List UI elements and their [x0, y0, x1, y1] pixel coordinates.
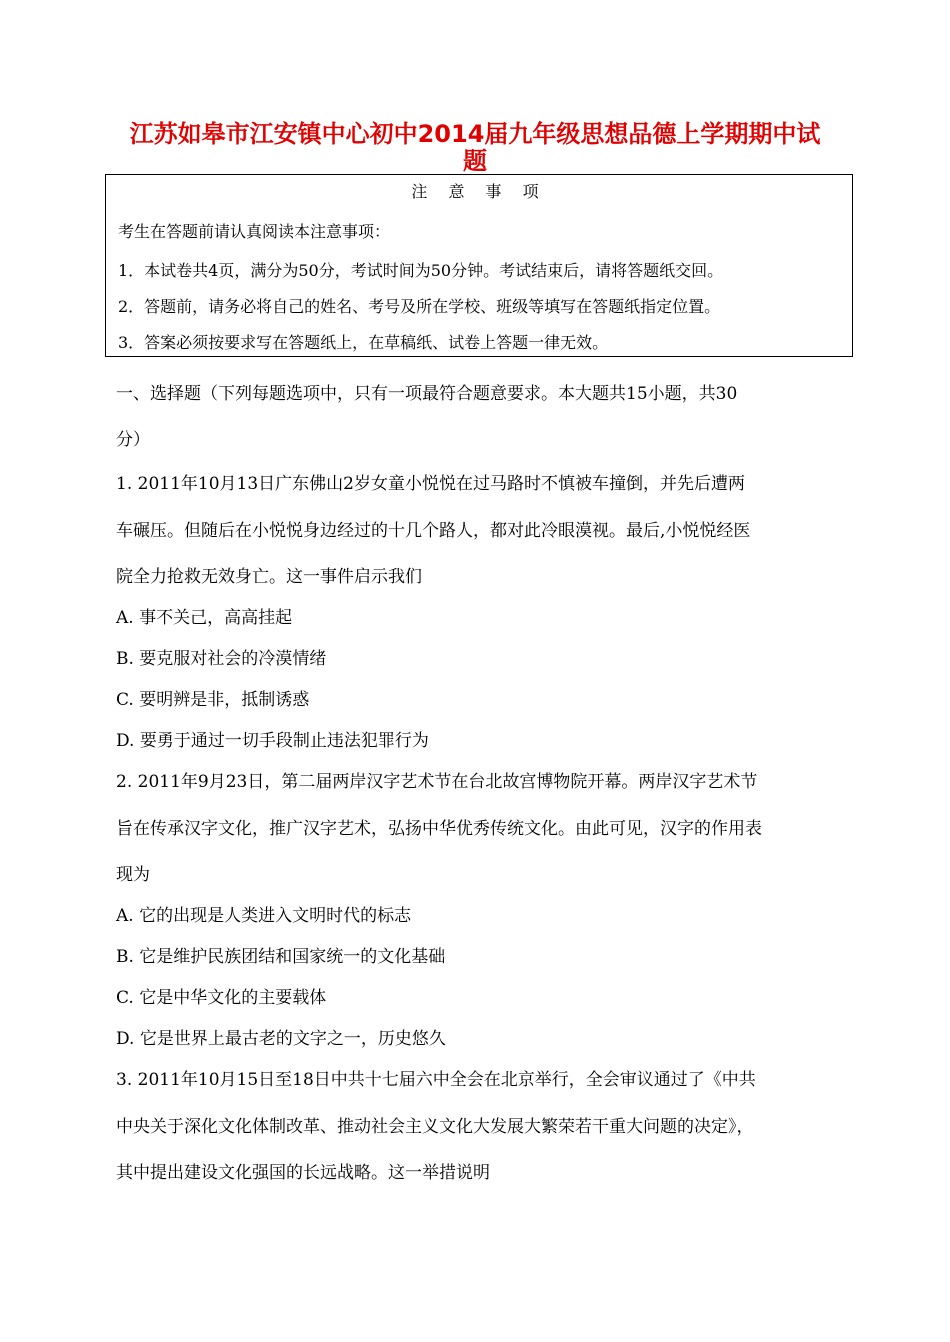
notice-heading: 注 意 事 项: [411, 182, 547, 201]
section-heading-line-2: 分）: [116, 430, 150, 450]
question-3-stem-line-3: 其中提出建设文化强国的长远战略。这一举措说明: [116, 1163, 490, 1183]
notice-item-1: 1．本试卷共4页，满分为50分，考试时间为50分钟。考试结束后，请将答题纸交回。: [118, 261, 724, 280]
notice-item-2: 2．答题前，请务必将自己的姓名、考号及所在学校、班级等填写在答题纸指定位置。: [118, 297, 721, 316]
question-3-stem-line-2: 中央关于深化文化体制改革、推动社会主义文化大发展大繁荣若干重大问题的决定》，: [116, 1117, 754, 1137]
question-1-stem-line-2: 车碾压。但随后在小悦悦身边经过的十几个路人，都对此冷眼漠视。最后,小悦悦经医: [116, 521, 751, 541]
question-2-option-b: B. 它是维护民族团结和国家统一的文化基础: [116, 947, 446, 967]
question-1-stem-line-3: 院全力抢救无效身亡。这一事件启示我们: [116, 567, 422, 587]
question-2-stem-line-2: 旨在传承汉字文化，推广汉字艺术，弘扬中华优秀传统文化。由此可见，汉字的作用表: [116, 819, 762, 839]
question-1-option-b: B. 要克服对社会的冷漠情绪: [116, 649, 327, 669]
question-2-stem-line-1: 2. 2011年9月23日，第二届两岸汉字艺术节在台北故宫博物院开幕。两岸汉字艺术节: [116, 772, 758, 792]
question-1-option-c: C. 要明辨是非，抵制诱惑: [116, 690, 310, 710]
section-heading-line-1: 一、选择题（下列每题选项中，只有一项最符合题意要求。本大题共15小题，共30: [116, 384, 738, 404]
question-1-stem-line-1: 1. 2011年10月13日广东佛山2岁女童小悦悦在过马路时不慎被车撞倒，并先后遭两: [116, 474, 745, 494]
question-3-stem-line-1: 3. 2011年10月15日至18日中共十七届六中全会在北京举行，全会审议通过了《中共: [116, 1070, 756, 1090]
notice-box: [105, 174, 853, 357]
notice-intro: 考生在答题前请认真阅读本注意事项：: [118, 222, 391, 241]
exam-title-line-2: 题: [463, 147, 487, 175]
question-1-option-a: A. 事不关己，高高挂起: [116, 608, 293, 628]
question-2-option-c: C. 它是中华文化的主要载体: [116, 988, 327, 1008]
question-2-stem-line-3: 现为: [116, 865, 150, 885]
exam-title-line-1: 江苏如皋市江安镇中心初中2014届九年级思想品德上学期期中试: [129, 120, 821, 148]
question-2-option-a: A. 它的出现是人类进入文明时代的标志: [116, 906, 412, 926]
question-1-option-d: D. 要勇于通过一切手段制止违法犯罪行为: [116, 731, 429, 751]
notice-item-3: 3．答案必须按要求写在答题纸上，在草稿纸、试卷上答题一律无效。: [118, 333, 609, 352]
question-2-option-d: D. 它是世界上最古老的文字之一，历史悠久: [116, 1029, 446, 1049]
